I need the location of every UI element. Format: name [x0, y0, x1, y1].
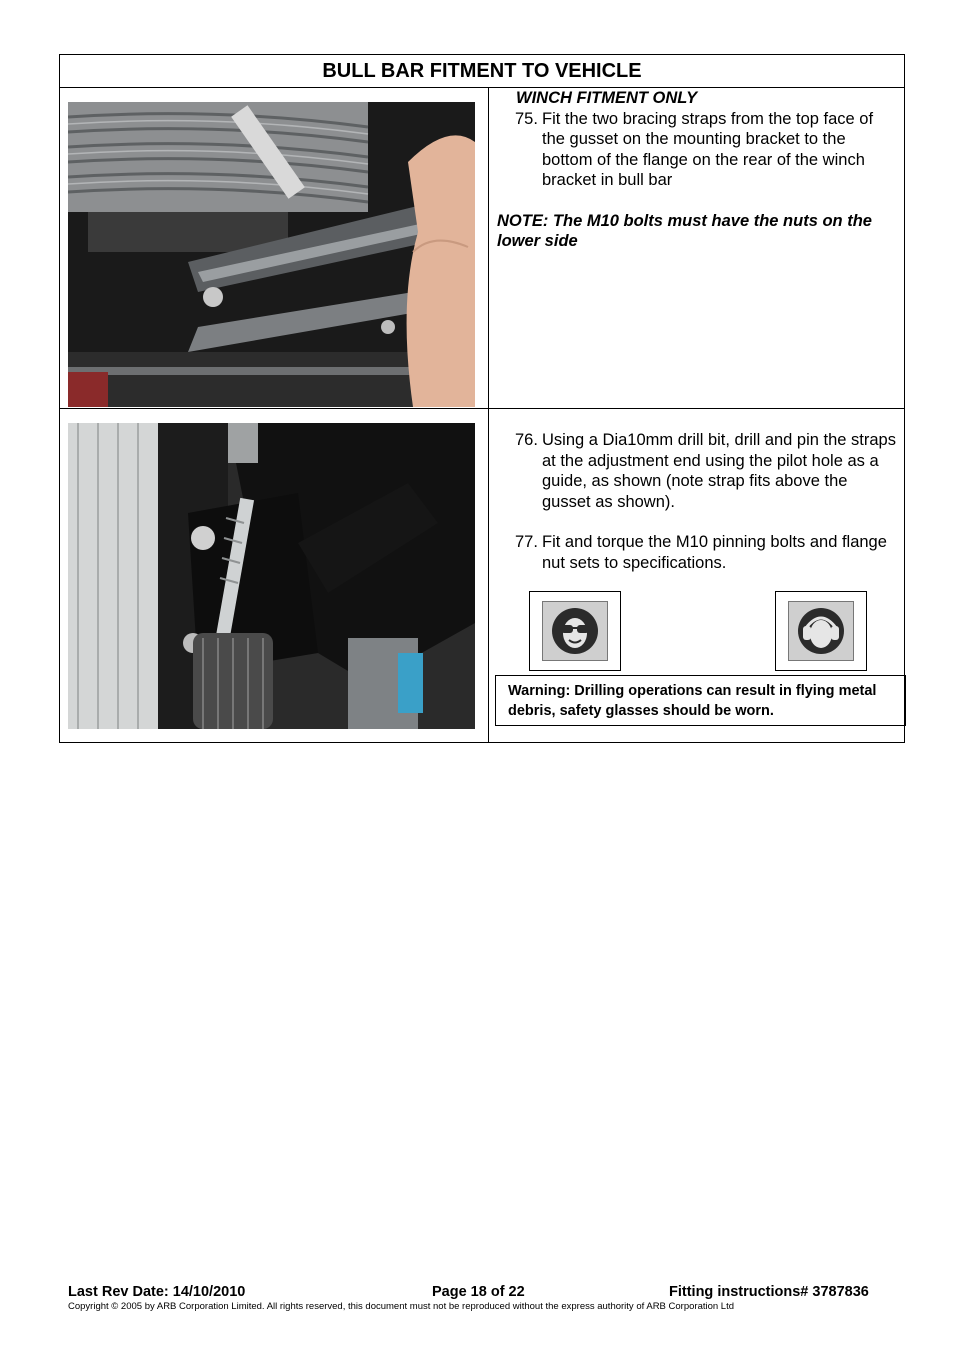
steps-76-77-text — [497, 430, 897, 573]
step-75-text — [497, 88, 897, 252]
ear-protection-icon — [796, 606, 846, 656]
bolt-note: NOTE: The M10 bolts must have the nuts on the lower side — [497, 211, 872, 250]
page-title: BULL BAR FITMENT TO VEHICLE — [60, 55, 904, 88]
rev-date: Last Rev Date: 14/10/2010 — [68, 1284, 246, 1300]
safety-glasses-icon — [550, 606, 600, 656]
step-item — [515, 532, 897, 573]
safety-glasses-sign — [529, 591, 621, 671]
section-subtitle: WINCH FITMENT ONLY — [516, 89, 698, 107]
step-item — [515, 430, 897, 512]
page-number: Page 18 of 22 — [432, 1284, 525, 1300]
step-number: 75. — [515, 109, 538, 128]
column-divider — [488, 88, 489, 743]
winch-strap-photo — [68, 102, 475, 407]
step-number: 76. — [515, 431, 538, 449]
step-description: Fit the two bracing straps from the top face of the gusset on the mounting bracket to the bottom of the flange on the rear of the winch bracket in bull bar — [542, 109, 874, 189]
step-number: 77. — [515, 533, 538, 551]
step-item — [515, 109, 897, 191]
step-description: Using a Dia10mm drill bit, drill and pin the straps at the adjustment end using the pilot hole as a guide, as shown (note strap fits above the gusset as shown). — [542, 431, 896, 511]
ear-protection-sign — [775, 591, 867, 671]
drilling-photo — [68, 423, 475, 729]
copyright-notice: Copyright © 2005 by ARB Corporation Limited. All rights reserved, this document must not be reproduced without the express authority of ARB Corporation Ltd — [68, 1301, 735, 1312]
warning-box: Warning: Drilling operations can result in flying metal debris, safety glasses should be worn. — [495, 675, 906, 726]
instruction-number: Fitting instructions# 3787836 — [669, 1284, 869, 1300]
row-divider — [60, 408, 904, 409]
step-description: Fit and torque the M10 pinning bolts and flange nut sets to specifications. — [542, 533, 887, 572]
page-footer — [68, 1284, 898, 1312]
instruction-table — [59, 54, 905, 743]
